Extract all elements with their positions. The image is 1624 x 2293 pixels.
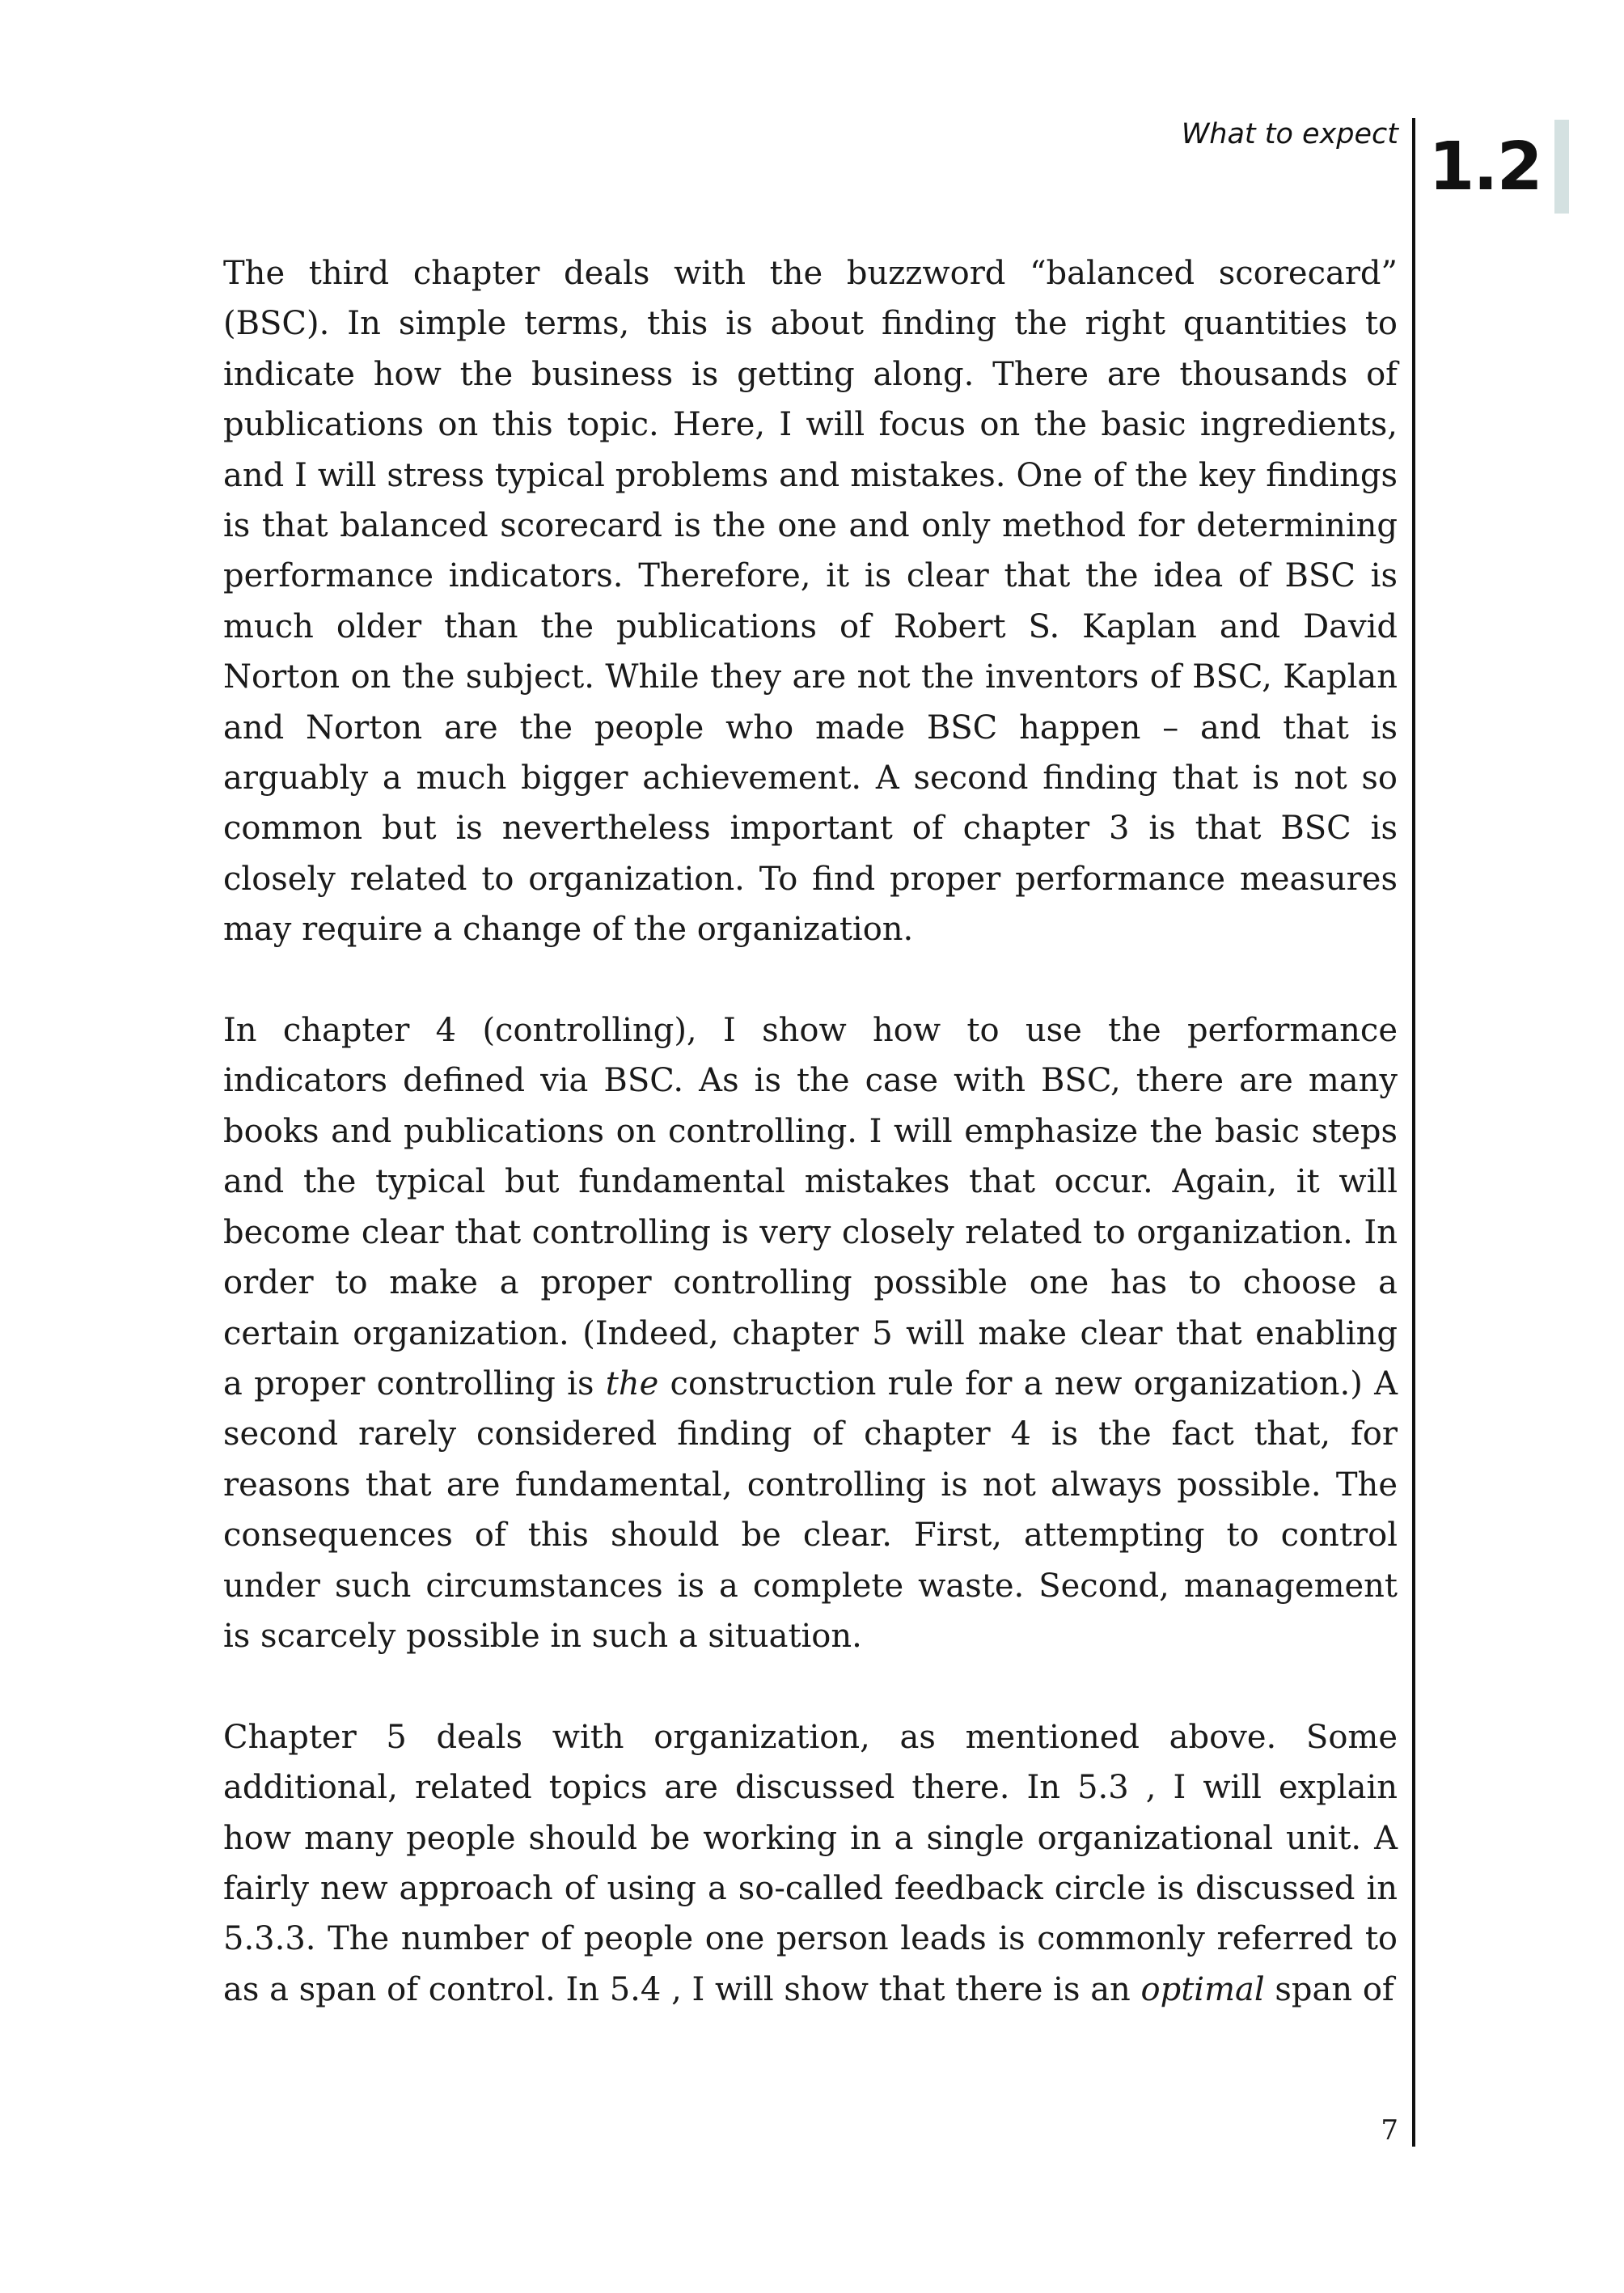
section-number: 1.2 (1428, 128, 1542, 205)
paragraph-controlling-text-2: construction rule for a new organization.) A second rarely considered finding of chapter 4 is the fact that, for reasons that are fundamental, controlling is not always possible. The consequences of this should be clear. First, attempting to control under such circumstances is a complete waste. Second, management is scarcely possible in such a situation. (223, 1364, 1398, 1655)
paragraph-organization-text-2: span of (1264, 1970, 1394, 2008)
margin-rule (1412, 118, 1415, 2147)
paragraph-organization-text-1: Chapter 5 deals with organization, as mentioned above. Some additional, related topics are discussed there. In 5.3 , I will explain how many people should be working in a single organizational unit. A fairly new approach of using a so-called feedback circle is discussed in 5.3.3. The number of people one person leads is commonly referred to as a span of control. In 5.4 , I will show that there is an (223, 1718, 1398, 2008)
paragraph-controlling (223, 1005, 1398, 1661)
paragraph-organization-emphasis: optimal (1140, 1970, 1265, 2008)
paragraph-organization (223, 1712, 1398, 2015)
section-badge-inner (1415, 120, 1554, 214)
page-number: 7 (1381, 2114, 1398, 2147)
paragraph-controlling-text-1: In chapter 4 (controlling), I show how to use the performance indicators defined via BSC. As is the case with BSC, there are many books and publications on controlling. I will emphasize the basic steps and the typical but fundamental mistakes that occur. Again, it will become clear that controlling is very closely related to organization. In order to make a proper controlling possible one has to choose a certain organization. (Indeed, chapter 5 will make clear that enabling a proper controlling is (223, 1012, 1398, 1402)
body-text (223, 248, 1398, 2015)
paragraph-bsc: The third chapter deals with the buzzword “balanced scorecard” (BSC). In simple terms, this is about finding the right quantities to indicate how the business is getting along. There are thousands of publications on this topic. Here, I will focus on the basic ingredients, and I will stress typical problems and mistakes. One of the key findings is that balanced scorecard is the one and only method for determining performance indicators. Therefore, it is clear that the idea of BSC is much older than the publications of Robert S. Kaplan and David Norton on the subject. While they are not the inventors of BSC, Kaplan and Norton are the people who made BSC happen – and that is arguably a much bigger achievement. A second finding that is not so common but is nevertheless important of chapter 3 is that BSC is closely related to organization. To find proper performance measures may require a change of the organization. (223, 255, 1398, 949)
paragraph-controlling-emphasis: the (605, 1364, 659, 1402)
running-header-title: What to expect (1181, 118, 1398, 150)
section-badge (1415, 120, 1569, 214)
